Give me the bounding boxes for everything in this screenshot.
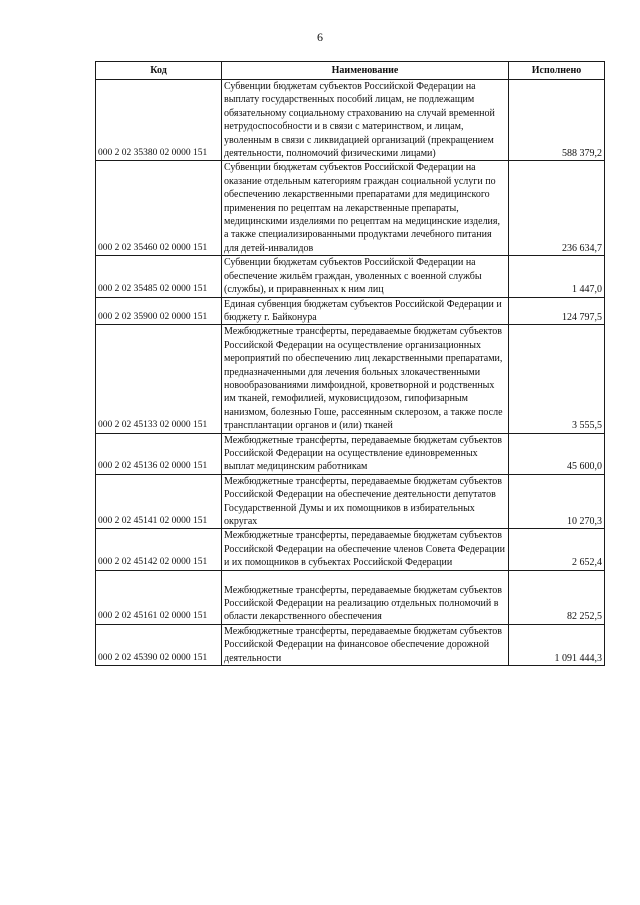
table-row	[96, 433, 605, 474]
row-sum: 3 555,5	[509, 325, 605, 433]
row-name: Межбюджетные трансферты, передаваемые бюджетам субъектов Российской Федерации на осуществление единовременных выплат медицинским работникам	[222, 433, 509, 474]
row-sum: 588 379,2	[509, 80, 605, 161]
row-sum: 10 270,3	[509, 474, 605, 529]
table-row	[96, 80, 605, 161]
row-name: Межбюджетные трансферты, передаваемые бюджетам субъектов Российской Федерации на реализацию отдельных полномочий в области лекарственного обеспечения	[222, 570, 509, 624]
row-name: Межбюджетные трансферты, передаваемые бюджетам субъектов Российской Федерации на осуществление организационных мероприятий по обеспечению лиц лекарственными препаратами, предназначенными для лечения больных злокачественными новообразованиями лимфоидной, кроветворной и родственных им тканей, гемофилией, муковисцидозом, гипофизарным нанизмом, болезнью Гоше, рассеянным склерозом, а также после трансплантации органов и (или) тканей	[222, 325, 509, 433]
table-row	[96, 256, 605, 297]
header-name: Наименование	[222, 62, 509, 80]
row-code: 000 2 02 35380 02 0000 151	[96, 80, 222, 161]
row-code: 000 2 02 45390 02 0000 151	[96, 624, 222, 665]
row-name: Межбюджетные трансферты, передаваемые бюджетам субъектов Российской Федерации на финансовое обеспечение дорожной деятельности	[222, 624, 509, 665]
row-code: 000 2 02 45161 02 0000 151	[96, 570, 222, 624]
header-code: Код	[96, 62, 222, 80]
table-row	[96, 529, 605, 570]
row-code: 000 2 02 35900 02 0000 151	[96, 297, 222, 325]
row-name: Межбюджетные трансферты, передаваемые бюджетам субъектов Российской Федерации на обеспечение членов Совета Федерации и их помощников в субъектах Российской Федерации	[222, 529, 509, 570]
page-number: 6	[317, 30, 323, 44]
row-sum: 124 797,5	[509, 297, 605, 325]
row-sum: 45 600,0	[509, 433, 605, 474]
row-code: 000 2 02 35460 02 0000 151	[96, 161, 222, 256]
row-name: Единая субвенция бюджетам субъектов Российской Федерации и бюджету г. Байконура	[222, 297, 509, 325]
row-code: 000 2 02 45142 02 0000 151	[96, 529, 222, 570]
header-sum: Исполнено	[509, 62, 605, 80]
row-sum: 1 091 444,3	[509, 624, 605, 665]
row-code: 000 2 02 45136 02 0000 151	[96, 433, 222, 474]
row-name: Межбюджетные трансферты, передаваемые бюджетам субъектов Российской Федерации на обеспечение деятельности депутатов Государственной Думы и их помощников в избирательных округах	[222, 474, 509, 529]
table-header-row	[96, 62, 605, 80]
table-row	[96, 161, 605, 256]
row-name: Субвенции бюджетам субъектов Российской Федерации на выплату государственных пособий лицам, не подлежащим обязательному социальному страхованию на случай временной нетрудоспособности и в связи с материнством, и лицам, уволенным в связи с ликвидацией организаций (прекращением деятельности, полномочий физическими лицами)	[222, 80, 509, 161]
row-sum: 82 252,5	[509, 570, 605, 624]
row-sum: 2 652,4	[509, 529, 605, 570]
row-sum: 1 447,0	[509, 256, 605, 297]
table-row	[96, 624, 605, 665]
table-row	[96, 297, 605, 325]
budget-execution-table	[95, 61, 605, 666]
table-row	[96, 570, 605, 624]
row-name: Субвенции бюджетам субъектов Российской Федерации на оказание отдельным категориям граждан социальной услуги по обеспечению лекарственными препаратами для медицинского применения по рецептам на лекарственные препараты, медицинскими изделиями по рецептам на медицинские изделия, а также специализированными продуктами лечебного питания для детей-инвалидов	[222, 161, 509, 256]
row-code: 000 2 02 35485 02 0000 151	[96, 256, 222, 297]
table-row	[96, 325, 605, 433]
row-sum: 236 634,7	[509, 161, 605, 256]
row-name: Субвенции бюджетам субъектов Российской Федерации на обеспечение жильём граждан, уволенных с военной службы (службы), и приравненных к ним лиц	[222, 256, 509, 297]
table-row	[96, 474, 605, 529]
row-code: 000 2 02 45141 02 0000 151	[96, 474, 222, 529]
row-code: 000 2 02 45133 02 0000 151	[96, 325, 222, 433]
